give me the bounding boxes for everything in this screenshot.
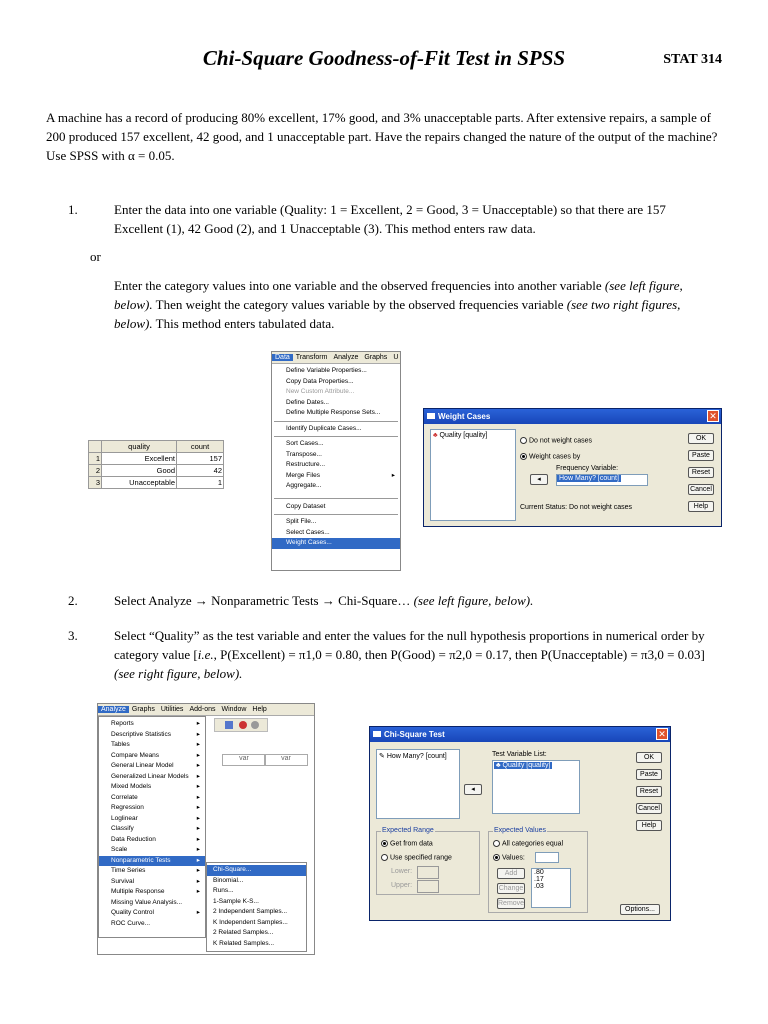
submenu-item[interactable]: 2 Related Samples... xyxy=(213,929,274,936)
step1-text: Enter the data into one variable (Quality: 1 = Excellent, 2 = Good, 3 = Unacceptable) so that there are 157 Excellent (1), 42 Good (2), and 1 Unacceptable (3). This method enters raw data. xyxy=(114,202,666,236)
radio-icon xyxy=(493,840,500,847)
list-item[interactable]: ♣ Quality [quality] xyxy=(496,762,551,769)
cancel-button[interactable]: Cancel xyxy=(688,484,714,495)
step2-main: Select Analyze → Nonparametric Tests → Chi-Square… xyxy=(114,593,411,608)
menu-item[interactable]: Mixed Models ▸ xyxy=(111,783,200,790)
course-code: STAT 314 xyxy=(663,52,722,67)
menu-help[interactable]: Help xyxy=(252,706,267,713)
ok-button[interactable]: OK xyxy=(688,433,714,444)
submenu-item[interactable]: Runs... xyxy=(213,887,234,894)
test-variable-list[interactable] xyxy=(492,760,580,814)
step2-number: 2. xyxy=(68,593,78,608)
radio-icon xyxy=(520,453,527,460)
menu-window[interactable]: Window xyxy=(221,706,247,713)
submenu-item[interactable]: 1-Sample K-S... xyxy=(213,897,259,905)
status-text: Current Status: Do not weight cases xyxy=(520,504,633,511)
value-input[interactable] xyxy=(535,852,559,863)
menu-item[interactable]: Copy Dataset xyxy=(286,502,326,510)
expected-range-label: Expected Range xyxy=(382,827,434,834)
menu-item[interactable]: Identify Duplicate Cases... xyxy=(286,424,362,432)
menu-item[interactable]: General Linear Model ▸ xyxy=(111,762,200,769)
menu-item: New Custom Attribute... xyxy=(286,388,355,395)
window-icon xyxy=(427,413,435,419)
paste-button[interactable]: Paste xyxy=(688,450,714,461)
menu-item[interactable]: Time Series ▸ xyxy=(111,867,200,874)
menu-item-weight-cases[interactable]: Weight Cases... xyxy=(272,538,400,549)
expected-range-group xyxy=(376,827,480,895)
analyze-menu xyxy=(98,716,206,938)
menu-item[interactable]: Survival ▸ xyxy=(111,877,200,885)
dialog-title-bar: Weight Cases ✕ xyxy=(424,409,721,424)
paste-button[interactable]: Paste xyxy=(636,769,662,780)
data-menu xyxy=(271,351,401,571)
menu-graphs[interactable]: Graphs xyxy=(131,706,155,713)
table-row: 1 Excellent 157 xyxy=(89,453,224,465)
chevron-right-icon: ▸ xyxy=(391,471,395,479)
submenu-item[interactable]: K Independent Samples... xyxy=(213,918,288,926)
menu-transform[interactable]: Transform xyxy=(295,354,328,361)
menu-u[interactable]: U xyxy=(393,354,399,361)
expected-values-group xyxy=(488,827,588,913)
radio-icon xyxy=(381,854,388,861)
menu-item[interactable]: Loglinear ▸ xyxy=(111,814,200,822)
toolbar xyxy=(214,718,268,732)
or-label: or xyxy=(90,249,101,264)
menu-item[interactable]: Aggregate... xyxy=(286,482,322,489)
step1b-text xyxy=(114,276,718,333)
list-item[interactable]: .80 xyxy=(534,869,544,876)
analyze-menu-figure xyxy=(97,703,315,955)
frequency-variable-value: How Many? [count] xyxy=(559,475,619,482)
nominal-var-icon: ♣ xyxy=(433,432,438,439)
step2-ital: (see left figure, below). xyxy=(413,593,534,608)
col-quality: quality xyxy=(102,441,177,453)
submenu-item[interactable]: 2 Independent Samples... xyxy=(213,908,288,915)
radio-icon xyxy=(493,854,500,861)
step2-text xyxy=(114,591,718,610)
list-item[interactable]: ✎ How Many? [count] xyxy=(379,753,447,760)
window-icon xyxy=(373,731,381,737)
list-item[interactable]: .17 xyxy=(534,876,544,883)
change-button[interactable]: Change xyxy=(498,885,524,892)
menu-item[interactable]: Transpose... xyxy=(286,450,322,458)
submenu-item[interactable]: K Related Samples... xyxy=(213,939,275,947)
lower-input[interactable] xyxy=(417,866,439,879)
list-item[interactable]: .03 xyxy=(534,883,544,890)
add-button[interactable]: Add xyxy=(497,868,525,879)
frequency-variable-label: Frequency Variable: xyxy=(556,465,619,472)
menu-analyze[interactable]: Analyze xyxy=(98,706,129,713)
help-button[interactable]: Help xyxy=(636,820,662,831)
menu-item[interactable]: Define Multiple Response Sets... xyxy=(286,409,381,416)
test-variable-label: Test Variable List: xyxy=(492,751,547,758)
menu-item[interactable]: Generalized Linear Models ▸ xyxy=(111,772,200,780)
ok-button[interactable]: OK xyxy=(636,752,662,763)
step1-number: 1. xyxy=(68,202,78,217)
reset-button[interactable]: Reset xyxy=(636,786,662,797)
cancel-button[interactable]: Cancel xyxy=(636,803,662,814)
move-arrow-button[interactable]: ◂ xyxy=(530,474,548,485)
menu-addons[interactable]: Add-ons xyxy=(189,706,216,713)
menu-item[interactable]: Compare Means ▸ xyxy=(111,751,200,759)
variable-list[interactable] xyxy=(430,429,516,521)
menu-item[interactable]: Quality Control ▸ xyxy=(111,909,200,916)
menu-item[interactable]: Regression ▸ xyxy=(111,804,200,811)
values-list[interactable] xyxy=(531,868,571,908)
all-categories-equal-option[interactable]: All categories equal xyxy=(493,840,563,847)
submenu-item[interactable]: Binomial... xyxy=(213,876,244,884)
step3-text xyxy=(114,626,718,683)
lower-label: Lower: xyxy=(391,868,413,875)
upper-input[interactable] xyxy=(417,880,439,893)
page-title: Chi-Square Goodness-of-Fit Test in SPSS xyxy=(202,46,566,70)
weight-by-option[interactable]: Weight cases by xyxy=(520,453,580,460)
list-item[interactable]: ♣ Quality [quality] xyxy=(433,432,488,439)
menu-item[interactable]: Reports ▸ xyxy=(111,720,200,727)
intro-paragraph: A machine has a record of producing 80% excellent, 17% good, and 3% unacceptable parts. After extensive repairs, a sample of 200 produced 157 excellent, 42 good, and 1 unacceptable part. Have the repairs changed the nature of the output of the machine? Use SPSS with α = 0.05. xyxy=(46,110,718,163)
menu-item[interactable]: Define Variable Properties... xyxy=(286,367,367,374)
menu-data[interactable]: Data xyxy=(272,354,293,361)
menu-graphs[interactable]: Graphs xyxy=(364,354,388,361)
data-grid xyxy=(210,754,310,874)
radio-icon xyxy=(381,840,388,847)
use-specified-range-option[interactable]: Use specified range xyxy=(381,854,452,861)
table-row: 2 Good 42 xyxy=(89,465,224,477)
table-row: 3 Unacceptable 1 xyxy=(89,477,224,489)
upper-label: Upper: xyxy=(391,882,413,889)
menu-analyze[interactable]: Analyze xyxy=(333,354,359,361)
menu-item[interactable]: Split File... xyxy=(286,518,317,525)
menu-item[interactable]: Select Cases... xyxy=(286,528,330,536)
reset-button[interactable]: Reset xyxy=(688,467,714,478)
menu-item[interactable]: Tables ▸ xyxy=(111,741,200,748)
pencil-icon: ✎ xyxy=(379,753,385,760)
get-from-data-option[interactable]: Get from data xyxy=(381,840,433,847)
grid-col-header: var xyxy=(264,754,308,766)
step1b-text-c: This method enters tabulated data. xyxy=(155,316,335,331)
step3-main-b: , P(Excellent) = π1,0 = 0.80, then P(Good) = π2,0 = 0.17, then P(Unacceptable) = π3,0 = 0.03] xyxy=(213,647,705,662)
step3-main-a: Select “Quality” as the test variable and enter the values for the null hypothesis proportions in numerical order by category value [ xyxy=(114,628,705,662)
menu-item[interactable]: Descriptive Statistics ▸ xyxy=(111,730,200,738)
menu-item[interactable]: Correlate ▸ xyxy=(111,793,200,801)
nominal-var-icon: ♣ xyxy=(496,762,501,769)
nonparametric-submenu xyxy=(206,862,307,952)
step3-number: 3. xyxy=(68,628,78,643)
remove-button[interactable]: Remove xyxy=(498,900,525,907)
menu-item[interactable]: Merge Files ▸ xyxy=(272,471,400,482)
menu-utilities[interactable]: Utilities xyxy=(160,706,184,713)
step1b-ital-a: (see left figure, below). xyxy=(114,278,683,312)
move-arrow-button[interactable]: ◂ xyxy=(464,784,482,795)
scripts-icon[interactable] xyxy=(251,721,259,729)
grid-col-header: var xyxy=(222,754,266,766)
menu-item[interactable]: Define Dates... xyxy=(286,398,329,406)
col-count: count xyxy=(177,441,224,453)
dialog-title-bar: Chi-Square Test ✕ xyxy=(370,727,670,742)
menu-item[interactable]: Data Reduction ▸ xyxy=(111,835,200,843)
menu-item[interactable]: Copy Data Properties... xyxy=(286,377,354,385)
step1b-ital-b: (see two right figures, below). xyxy=(114,297,681,331)
weight-cases-dialog xyxy=(423,408,722,527)
chart-icon[interactable] xyxy=(225,721,233,729)
submenu-item-chi-square[interactable]: Chi-Square... xyxy=(207,865,306,876)
step3-ital: (see right figure, below). xyxy=(114,666,243,681)
options-button[interactable]: Options... xyxy=(620,904,660,915)
variables-icon[interactable] xyxy=(239,721,247,729)
menu-item-nonparametric[interactable]: Nonparametric Tests ▸ xyxy=(99,856,205,867)
radio-icon xyxy=(520,437,527,444)
help-button[interactable]: Help xyxy=(688,501,714,512)
step1b-text-a: Enter the category values into one variable and the observed frequencies into another variable xyxy=(114,278,602,293)
step1b-text-b: Then weight the category values variable by the observed frequencies variable xyxy=(155,297,564,312)
menu-item[interactable]: ROC Curve... xyxy=(111,919,151,927)
step3-ie: i.e. xyxy=(197,647,214,662)
menu-item[interactable]: Restructure... xyxy=(286,461,326,468)
menu-item[interactable]: Multiple Response ▸ xyxy=(111,888,200,895)
source-variable-list[interactable] xyxy=(376,749,460,819)
chi-square-dialog xyxy=(369,726,671,921)
menu-item[interactable]: Missing Value Analysis... xyxy=(111,898,183,906)
values-option[interactable]: Values: xyxy=(493,854,525,861)
menu-item[interactable]: Scale ▸ xyxy=(111,846,200,853)
close-icon[interactable]: ✕ xyxy=(707,410,719,422)
menu-item[interactable]: Sort Cases... xyxy=(286,440,324,447)
menu-item[interactable]: Classify ▸ xyxy=(111,825,200,832)
no-weight-option[interactable]: Do not weight cases xyxy=(520,437,592,444)
expected-values-label: Expected Values xyxy=(494,827,547,834)
frequency-variable-field[interactable] xyxy=(556,474,648,486)
close-icon[interactable]: ✕ xyxy=(656,728,668,740)
data-table-figure xyxy=(88,440,224,489)
